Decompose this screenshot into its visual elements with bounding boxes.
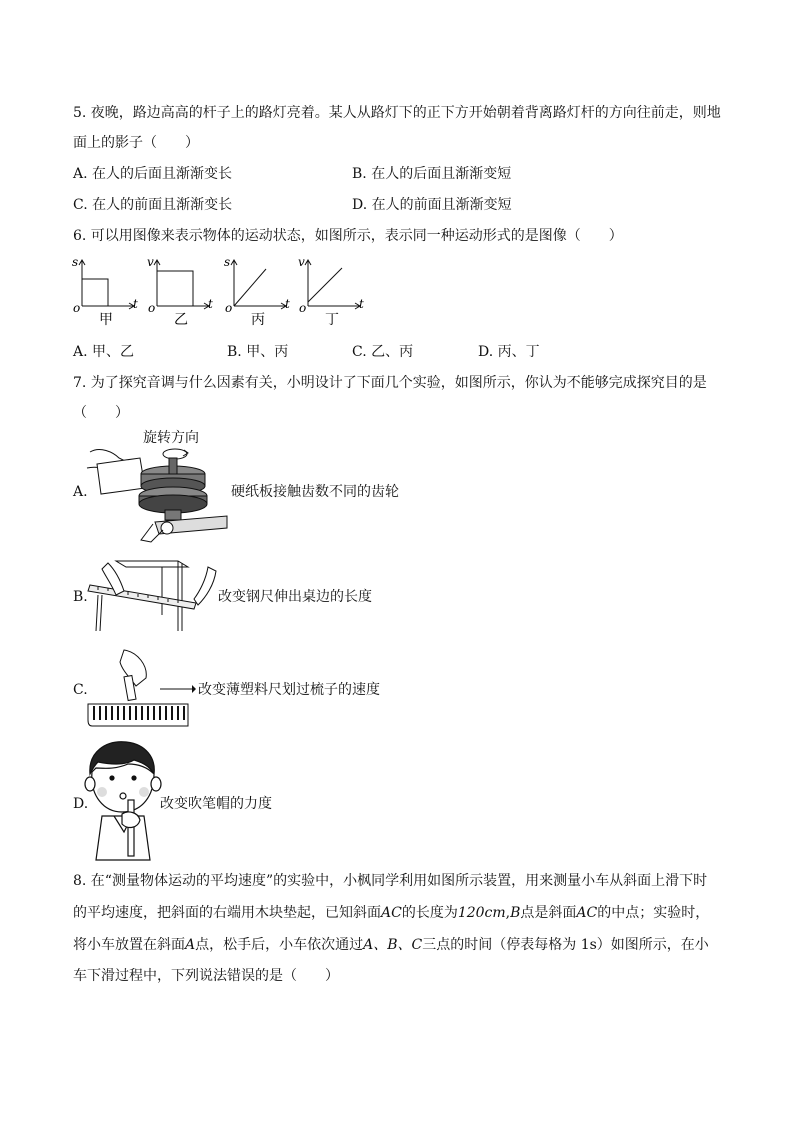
q5-option-a: A. 在人的后面且渐渐变长 [73, 166, 233, 182]
q7-option-b-letter: B. [73, 589, 88, 605]
q8-line2-part-e: 的中点；实验时， [597, 905, 710, 921]
q7-option-b-text: 改变钢尺伸出桌边的长度 [218, 589, 372, 605]
q6-option-b: B. 甲、丙 [227, 344, 289, 360]
q8-b-label: B [510, 905, 521, 921]
q7-stem-line1: 7. 为了探究音调与什么因素有关，小明设计了下面几个实验，如图所示，你认为不能够完成探究目的是 [73, 375, 707, 391]
graph-jia-caption: 甲 [99, 312, 113, 328]
q6-stem: 6. 可以用图像来表示物体的运动状态，如图所示，表示同一种运动形式的是图像（ ） [73, 228, 623, 244]
q7-stem-line2: （ ） [73, 405, 129, 421]
graph-yi-origin: o [148, 301, 156, 315]
graph-yi-x-label: t [208, 297, 213, 311]
boy-blowing-pen-cap-illustration [84, 740, 164, 860]
graph-jia-origin: o [73, 301, 81, 315]
graph-bing [224, 256, 294, 328]
q8-stem-line3 [73, 936, 709, 954]
q5-option-c: C. 在人的前面且渐渐变长 [73, 197, 233, 213]
right-arrow-icon [160, 684, 196, 694]
rotation-direction-label: 旋转方向 [143, 430, 199, 446]
q8-ac-label: AC [381, 905, 402, 921]
graph-bing-origin: o [225, 301, 233, 315]
q6-option-a: A. 甲、乙 [73, 344, 135, 360]
graph-bing-x-label: t [285, 297, 290, 311]
graph-ding-origin: o [299, 301, 307, 315]
graph-bing-caption: 丙 [251, 312, 265, 328]
graph-yi [147, 256, 217, 328]
q6-option-d: D. 丙、丁 [478, 344, 540, 360]
q8-stem-line1: 8. 在“测量物体运动的平均速度”的实验中，小枫同学利用如图所示装置，用来测量小车从斜面上滑下时 [73, 873, 708, 889]
q6-option-c: C. 乙、丙 [352, 344, 414, 360]
q5-option-d: D. 在人的前面且渐渐变短 [352, 197, 512, 213]
graph-jia-y-label: s [72, 255, 79, 269]
q8-line3-part-c: 三点的时间（停表每格为 1s）如图所示，在小 [422, 937, 709, 953]
q8-line2-part-c: , [505, 905, 511, 921]
q8-ac-label-2: AC [576, 905, 598, 921]
q5-stem-line1: 5. 夜晚，路边高高的杆子上的路灯亮着。某人从路灯下的正下方开始朝着背离路灯杆的方向往前走，则地 [73, 105, 721, 121]
graph-yi-caption: 乙 [174, 312, 188, 328]
gear-illustration [85, 444, 235, 544]
q7-option-d-text: 改变吹笔帽的力度 [160, 796, 272, 812]
q8-line3-part-b: 点，松手后，小车依次通过 [195, 937, 364, 953]
graph-ding-x-label: t [359, 297, 364, 311]
q7-option-a-text: 硬纸板接触齿数不同的齿轮 [231, 484, 399, 500]
q8-line2-part-d: 点是斜面 [520, 905, 577, 921]
graph-jia-x-label: t [133, 297, 138, 311]
graph-bing-y-label: s [224, 255, 231, 269]
q7-option-d-letter: D. [73, 796, 89, 812]
graph-ding-y-label: v [298, 255, 305, 269]
graph-ding [298, 256, 368, 328]
q5-option-b: B. 在人的后面且渐渐变短 [352, 166, 512, 182]
q8-line2-part-a: 的平均速度，把斜面的右端用木块垫起，已知斜面 [73, 905, 381, 921]
graph-jia [72, 256, 142, 328]
graph-yi-y-label: v [147, 255, 154, 269]
q8-length-value: 120cm [457, 905, 506, 921]
q8-stem-line2 [73, 904, 709, 922]
q8-line2-part-b: 的长度为 [401, 905, 458, 921]
q8-a-label: A [185, 937, 196, 953]
q8-abc-labels: A、B、C [363, 937, 423, 953]
q7-option-c-letter: C. [73, 682, 88, 698]
q8-stem-line4: 车下滑过程中，下列说法错误的是（ ） [73, 968, 339, 984]
q8-line3-part-a: 将小车放置在斜面 [73, 937, 185, 953]
q5-stem-line2: 面上的影子（ ） [73, 135, 199, 151]
q7-option-a-letter: A. [73, 484, 88, 500]
ruler-table-illustration [88, 555, 228, 635]
graph-ding-caption: 丁 [325, 312, 339, 328]
q7-option-c-text: 改变薄塑料尺划过梳子的速度 [198, 682, 380, 698]
